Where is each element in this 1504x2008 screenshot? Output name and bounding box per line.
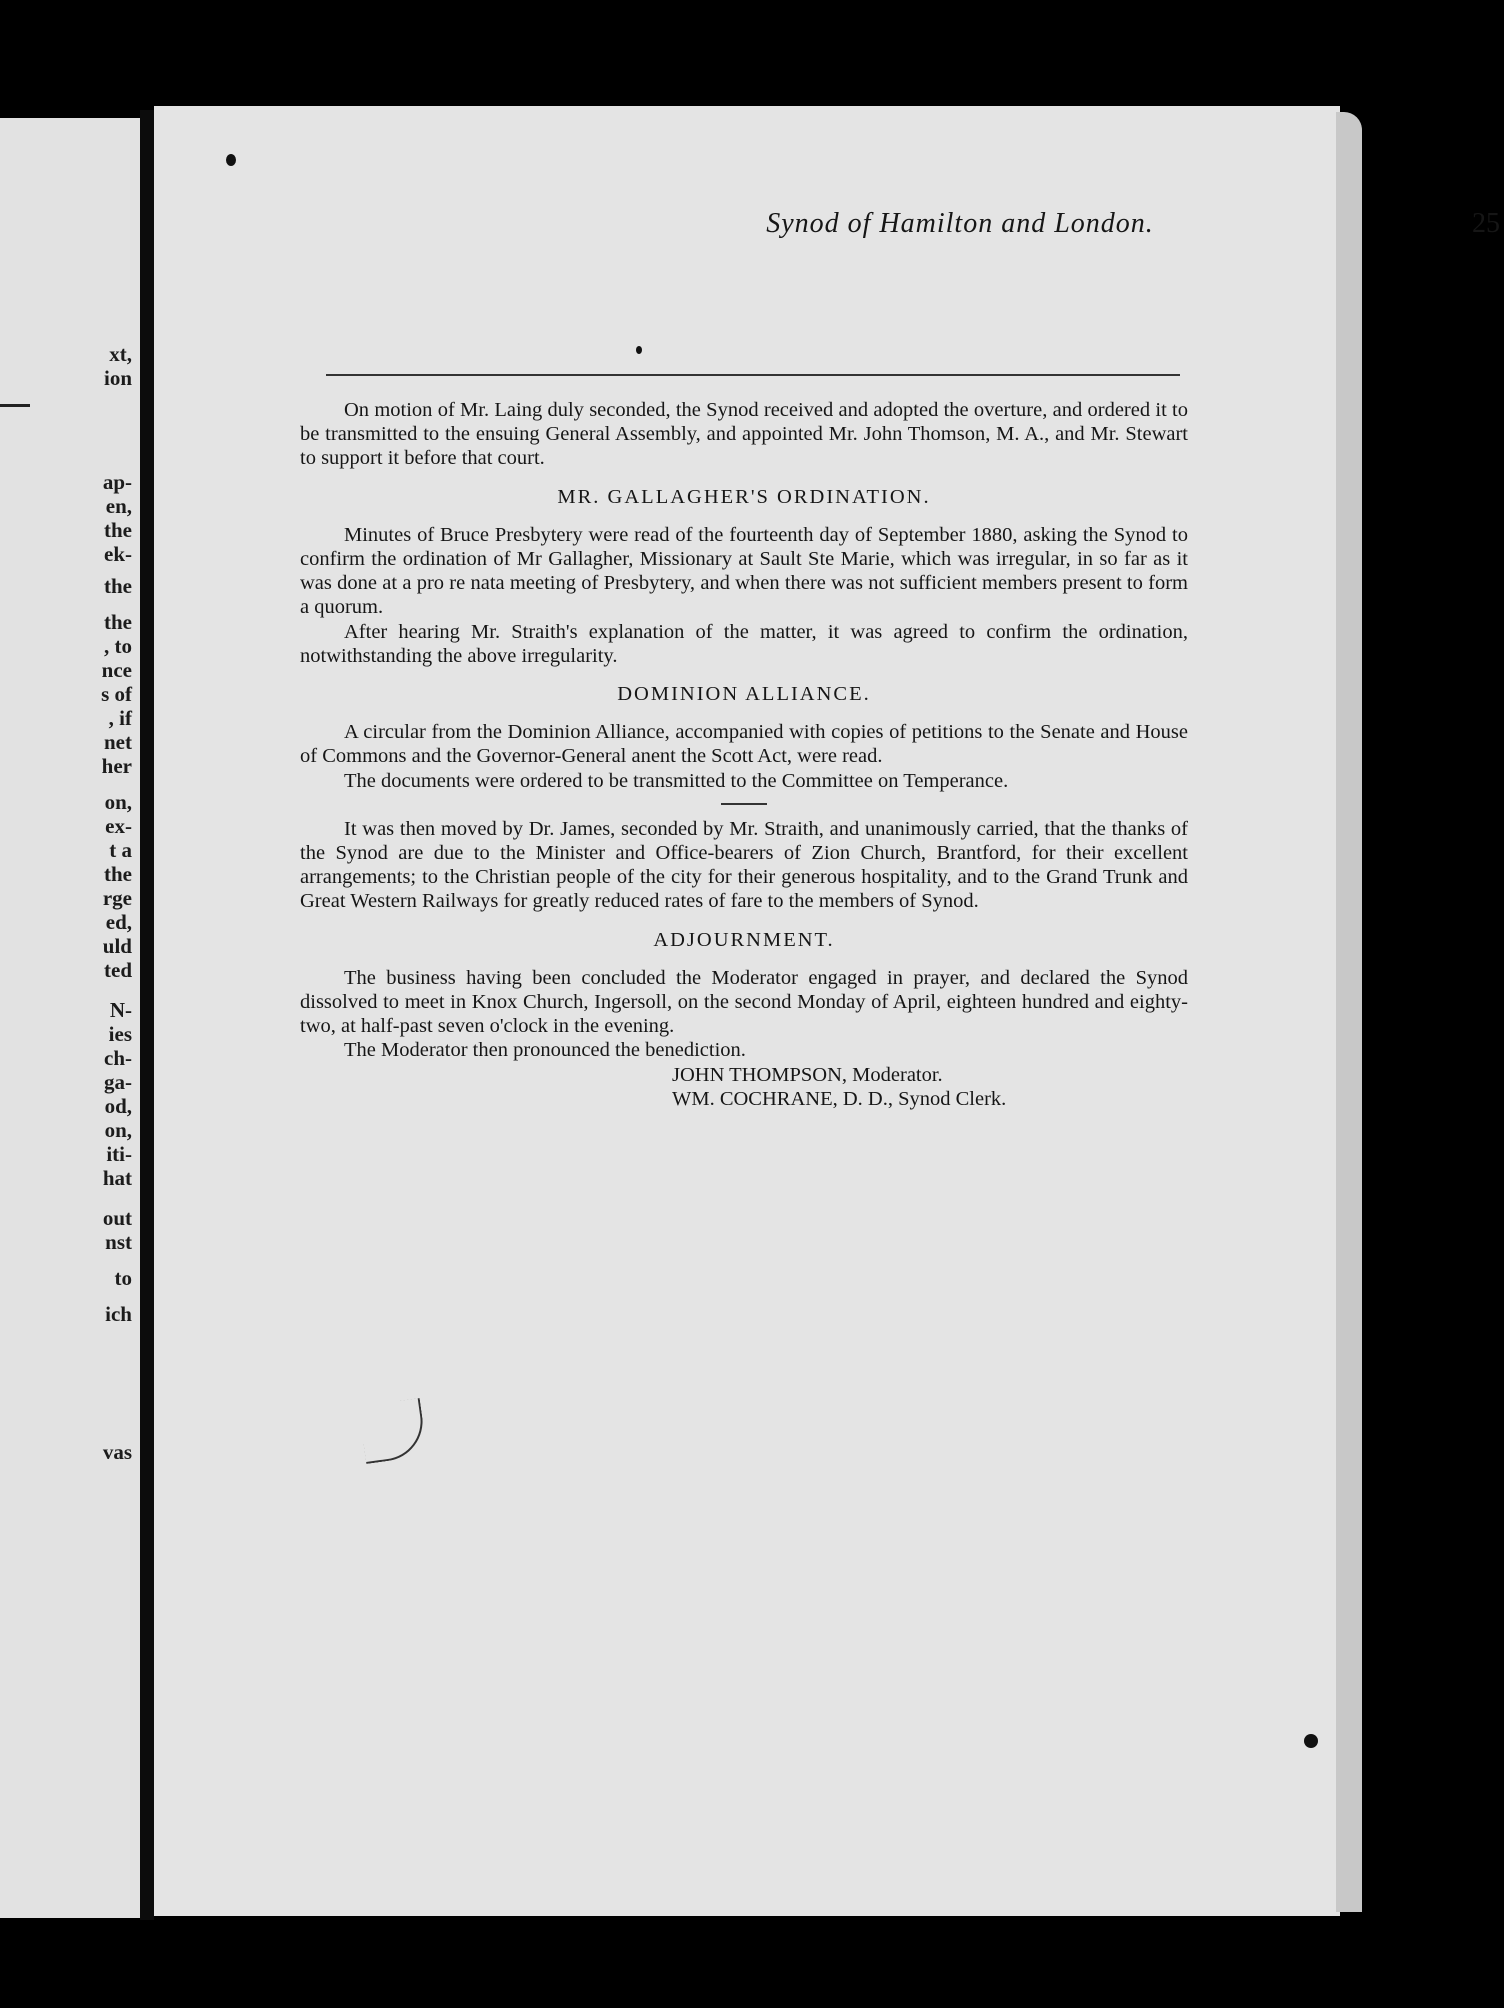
left-page-fragment: ap- bbox=[102, 470, 132, 494]
left-page-fragment: nce bbox=[101, 658, 132, 682]
paragraph: The business having been concluded the Moderator engaged in prayer, and declared the Synod dissolved to meet in Knox Church, Ingersoll, on the second Monday of April, eighteen hundred and eighty-two, at half-past seven o'clock in the evening. bbox=[300, 966, 1188, 1038]
ink-speck bbox=[636, 346, 642, 354]
section-divider bbox=[721, 803, 767, 805]
left-page-fragment: , to bbox=[104, 634, 132, 658]
left-page-fragment: ich bbox=[105, 1302, 132, 1326]
running-title: Synod of Hamilton and London. bbox=[766, 208, 1154, 239]
header-rule bbox=[326, 374, 1180, 376]
left-adjoining-page bbox=[0, 118, 140, 1918]
signature-block bbox=[300, 1063, 1188, 1111]
ink-speck bbox=[1304, 1734, 1318, 1748]
left-page-fragment: out bbox=[102, 1206, 132, 1230]
moderator-signature: JOHN THOMPSON, Moderator. bbox=[672, 1063, 943, 1086]
paragraph: A circular from the Dominion Alliance, accompanied with copies of petitions to the Senate and House of Commons and the Governor-General anent the Scott Act, were read. bbox=[300, 721, 1188, 768]
section-heading: ADJOURNMENT. bbox=[653, 928, 835, 951]
left-page-fragment: N- bbox=[109, 998, 132, 1022]
left-page-fragment: ies bbox=[108, 1022, 132, 1046]
left-page-fragment: ch- bbox=[104, 1046, 132, 1070]
left-page-fragment: ex- bbox=[105, 814, 132, 838]
book-gutter bbox=[140, 110, 154, 1920]
left-page-fragment: her bbox=[101, 754, 132, 778]
left-page-fragment: en, bbox=[105, 494, 132, 518]
paragraph: The Moderator then pronounced the benediction. bbox=[344, 1039, 746, 1062]
left-page-fragment: s of bbox=[101, 682, 132, 706]
page-number: 25 bbox=[1472, 208, 1500, 239]
left-page-fragment: ted bbox=[104, 958, 132, 982]
left-page-fragment: ek- bbox=[104, 542, 132, 566]
left-page-rule bbox=[0, 404, 30, 407]
left-page-fragment: ed, bbox=[105, 910, 132, 934]
left-page-fragment: uld bbox=[102, 934, 132, 958]
left-page-fragment: on, bbox=[104, 790, 132, 814]
section-heading: DOMINION ALLIANCE. bbox=[617, 683, 871, 706]
left-page-fragment: hat bbox=[102, 1166, 132, 1190]
left-page-fragment: rge bbox=[102, 886, 132, 910]
left-page-fragment: t a bbox=[109, 838, 132, 862]
left-page-fragment: xt, bbox=[109, 342, 132, 366]
paragraph: Minutes of Bruce Presbytery were read of the fourteenth day of September 1880, asking the Synod to confirm the ordination of Mr Gallagher, Missionary at Sault Ste Marie, which was irregular, in so far as it was done at a pro re nata meeting of Presbytery, and when there was not sufficient members present to form a quorum. bbox=[300, 523, 1188, 619]
left-page-fragment: vas bbox=[102, 1440, 132, 1464]
left-page-fragment: od, bbox=[104, 1094, 132, 1118]
left-page-fragment: nst bbox=[105, 1230, 132, 1254]
paragraph: On motion of Mr. Laing duly seconded, the Synod received and adopted the overture, and ordered it to be transmitted to the ensuing General Assembly, and appointed Mr. John Thomson, M. A., and Mr. Stewart to support it before that court. bbox=[300, 399, 1188, 470]
section-heading: MR. GALLAGHER'S ORDINATION. bbox=[557, 485, 931, 508]
left-page-fragment: the bbox=[104, 574, 132, 598]
left-page-fragment: on, bbox=[104, 1118, 132, 1142]
left-page-fragment: iti- bbox=[106, 1142, 132, 1166]
paragraph: It was then moved by Dr. James, seconded by Mr. Straith, and unanimously carried, that the thanks of the Synod are due to the Minister and Office-bearers of Zion Church, Brantford, for their excellent arrangements; to the Christian people of the city for their generous hospitality, and to the Grand Trunk and Great Western Railways for greatly reduced rates of fare to the members of Synod. bbox=[300, 817, 1188, 913]
left-page-fragment: ga- bbox=[104, 1070, 132, 1094]
left-page-fragment: , if bbox=[108, 706, 132, 730]
running-head bbox=[480, 208, 1500, 240]
left-page-fragment: ion bbox=[103, 366, 132, 390]
clerk-signature: WM. COCHRANE, D. D., Synod Clerk. bbox=[672, 1087, 1007, 1110]
ink-speck bbox=[226, 154, 236, 166]
paragraph: After hearing Mr. Straith's explanation of the matter, it was agreed to confirm the ordination, notwithstanding the above irregularity. bbox=[300, 620, 1188, 667]
page-edge bbox=[1336, 112, 1362, 1912]
left-page-fragment: the bbox=[104, 518, 132, 542]
left-page-fragment: to bbox=[114, 1266, 132, 1290]
left-page-fragment: net bbox=[104, 730, 132, 754]
paragraph: The documents were ordered to be transmitted to the Committee on Temperance. bbox=[344, 769, 1009, 792]
left-page-fragment: the bbox=[104, 610, 132, 634]
body-text bbox=[300, 398, 1188, 1111]
left-page-fragment: the bbox=[104, 862, 132, 886]
